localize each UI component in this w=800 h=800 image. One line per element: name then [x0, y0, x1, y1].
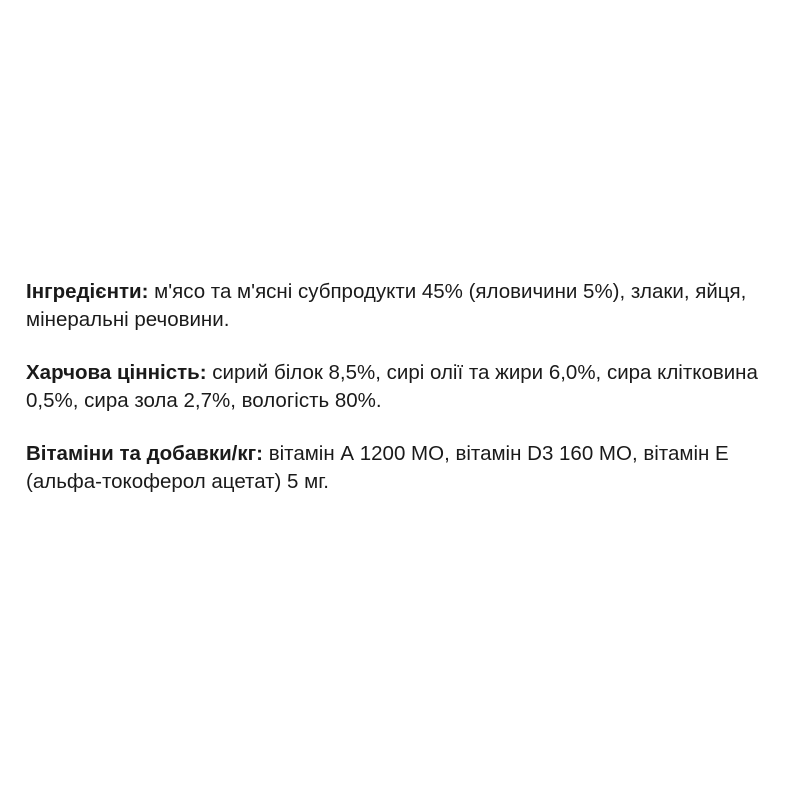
vitamins-text: вітамін А 1200 МО, вітамін D3 160 МО, вітамін Е (альфа-токоферол ацетат) 5 мг.: [26, 442, 729, 493]
ingredients-label: Інгредієнти:: [26, 280, 149, 303]
product-info: [26, 278, 786, 521]
vitamins-label: Вітаміни та добавки/кг:: [26, 442, 264, 465]
nutrition-label: Харчова цінність:: [26, 361, 207, 384]
vitamins-paragraph: [26, 440, 786, 496]
nutrition-text: сирий білок 8,5%, сирі олії та жири 6,0%, сира клітковина 0,5%, сира зола 2,7%, вологість 80%.: [26, 361, 758, 412]
nutrition-paragraph: [26, 359, 786, 415]
ingredients-paragraph: [26, 278, 786, 334]
ingredients-text: м'ясо та м'ясні субпродукти 45% (яловичини 5%), злаки, яйця, мінеральні речовини.: [26, 280, 747, 331]
